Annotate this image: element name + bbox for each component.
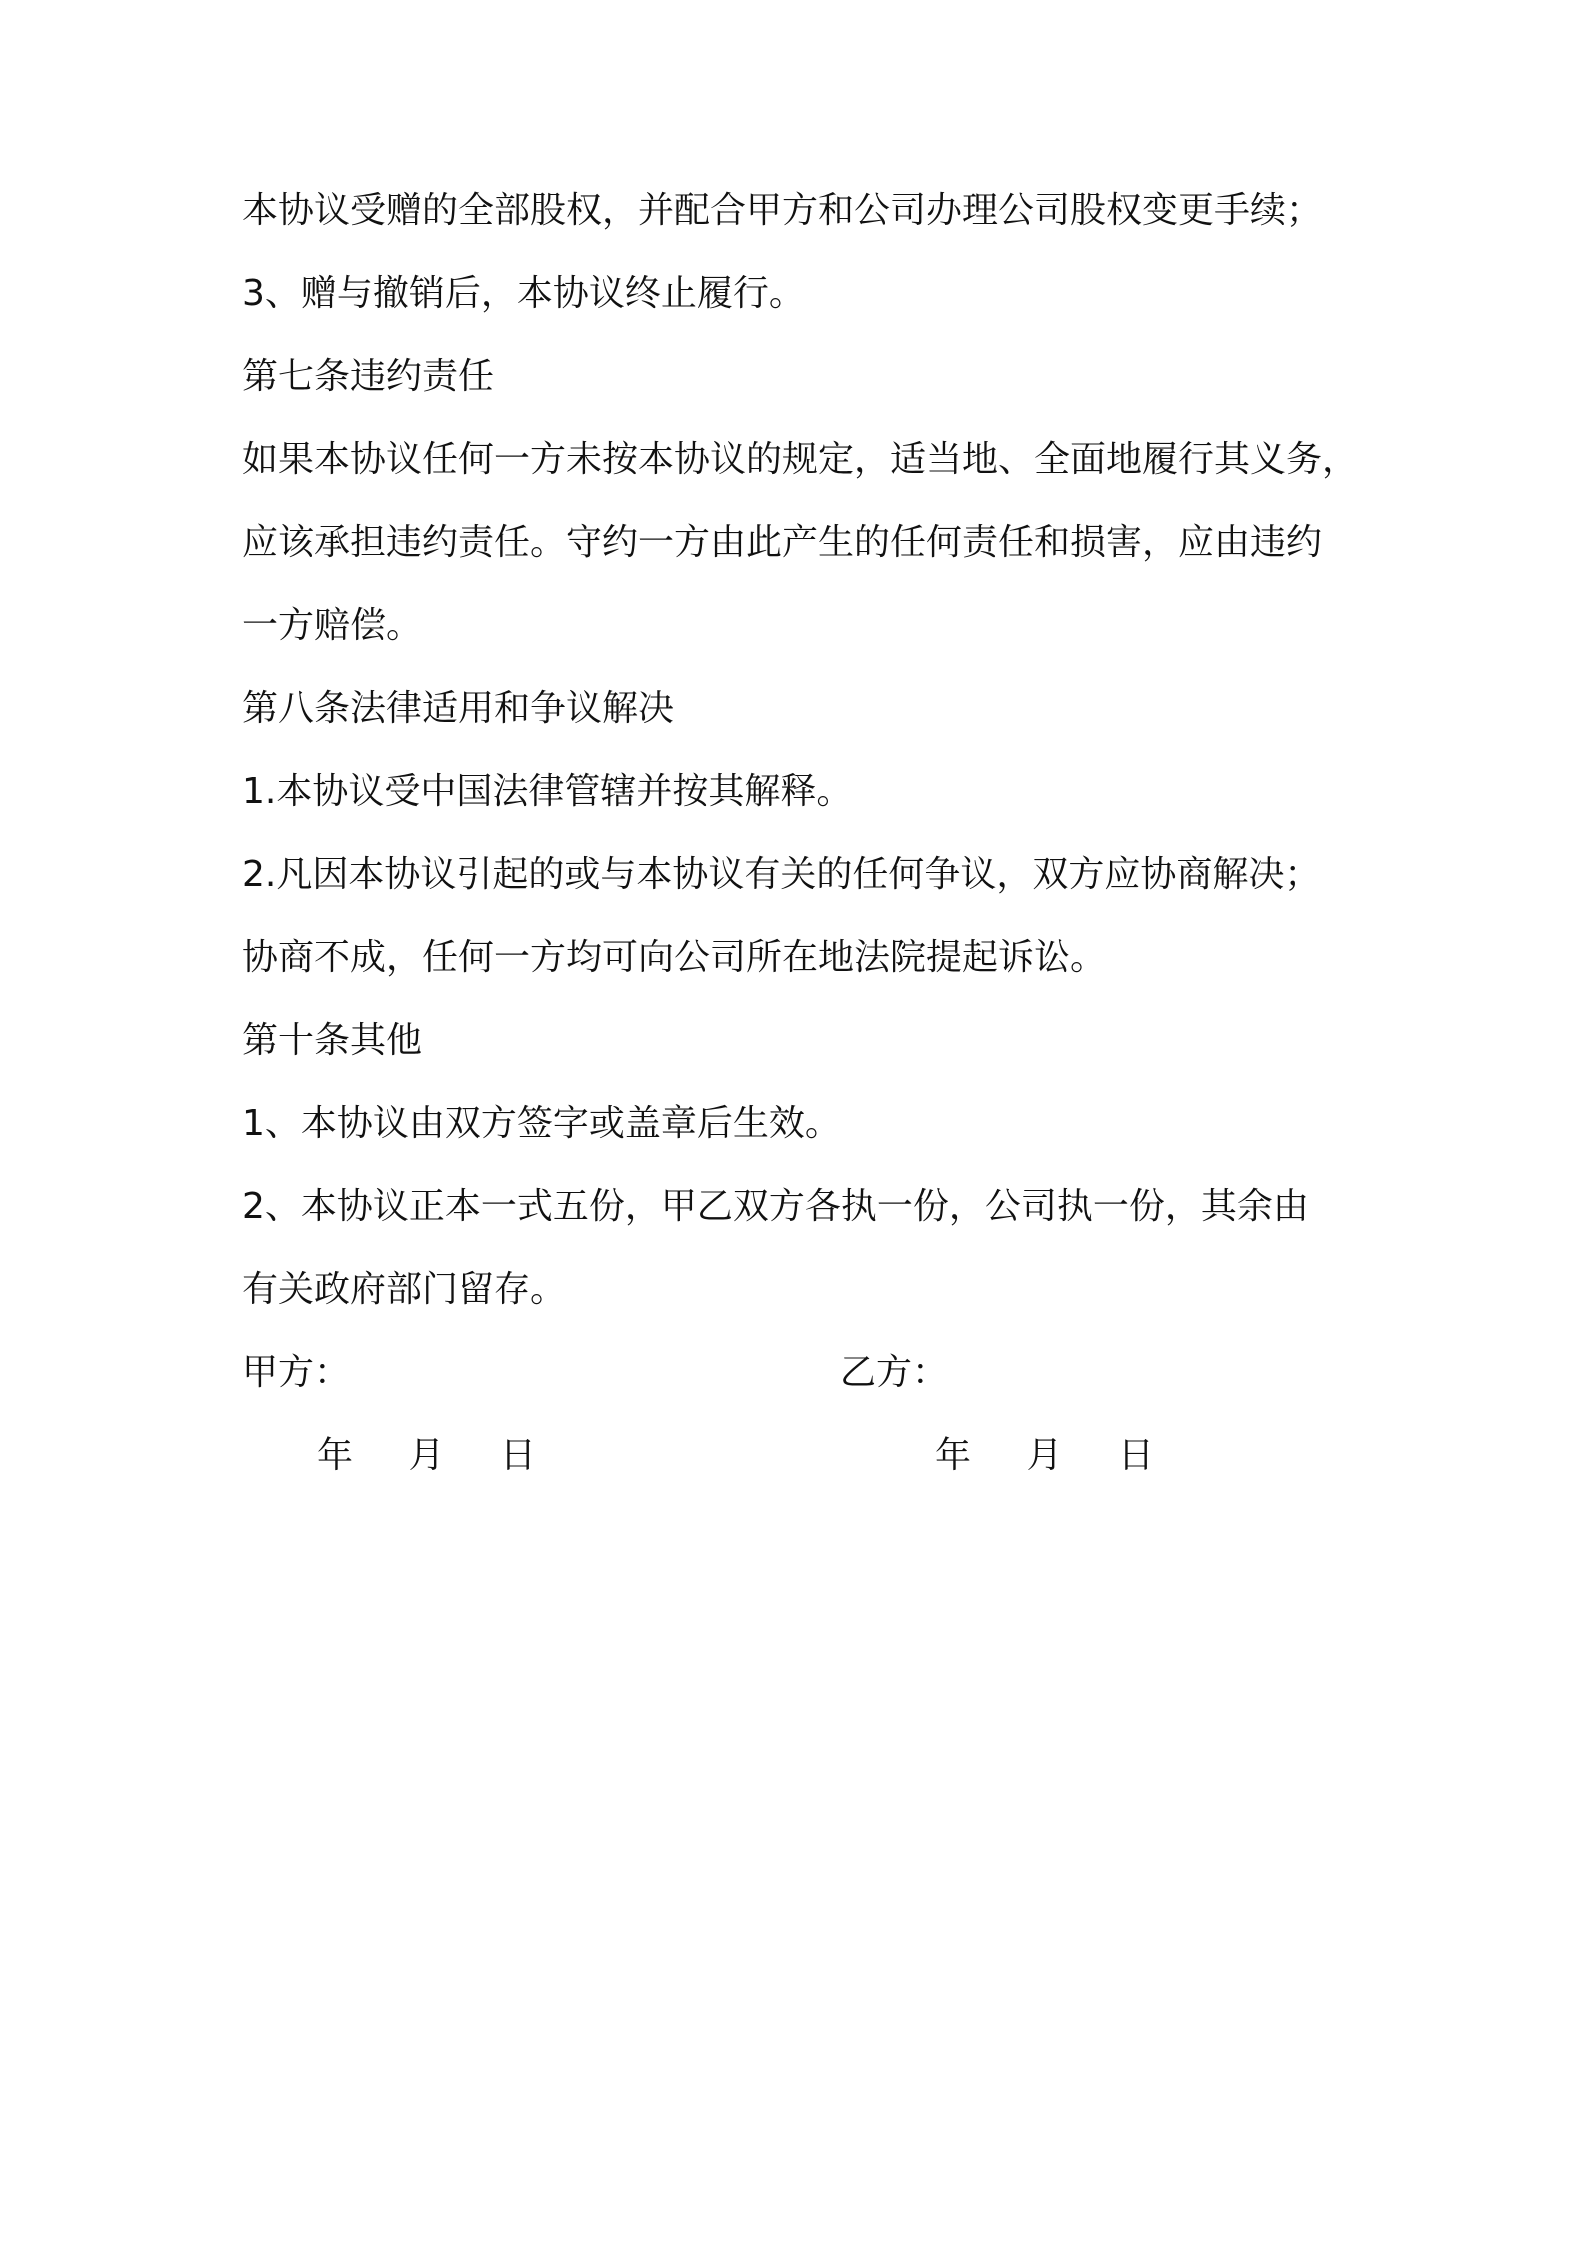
text-line: 本协议受赠的全部股权，并配合甲方和公司办理公司股权变更手续； bbox=[242, 190, 1323, 231]
date-day-label: 日 bbox=[1117, 1435, 1154, 1476]
text-line: 协商不成，任何一方均可向公司所在地法院提起诉讼。 bbox=[242, 937, 1107, 978]
text-line: 应该承担违约责任。守约一方由此产生的任何责任和损害，应由违约 bbox=[242, 522, 1323, 563]
party-b-date bbox=[935, 1435, 1154, 1476]
date-row bbox=[242, 1435, 1362, 1476]
text-line: 2.凡因本协议引起的或与本协议有关的任何争议，双方应协商解决； bbox=[242, 854, 1321, 895]
section-heading: 第七条违约责任 bbox=[242, 356, 495, 397]
date-year-label: 年 bbox=[317, 1435, 354, 1476]
text-line: 1、本协议由双方签字或盖章后生效。 bbox=[242, 1103, 841, 1144]
document-content bbox=[242, 190, 1362, 1518]
party-a-label: 甲方： bbox=[242, 1352, 351, 1393]
date-year-label: 年 bbox=[935, 1435, 972, 1476]
section-heading: 第十条其他 bbox=[242, 1020, 423, 1061]
text-line: 2、本协议正本一式五份，甲乙双方各执一份，公司执一份，其余由 bbox=[242, 1186, 1309, 1227]
text-line: 一方赔偿。 bbox=[242, 605, 423, 646]
text-line: 1.本协议受中国法律管辖并按其解释。 bbox=[242, 771, 853, 812]
signature-row bbox=[242, 1352, 1362, 1393]
date-month-label: 月 bbox=[408, 1435, 445, 1476]
party-a-date bbox=[317, 1435, 536, 1476]
text-line: 如果本协议任何一方未按本协议的规定，适当地、全面地履行其义务， bbox=[242, 439, 1359, 480]
section-heading: 第八条法律适用和争议解决 bbox=[242, 688, 675, 729]
date-month-label: 月 bbox=[1026, 1435, 1063, 1476]
party-b-label: 乙方： bbox=[840, 1352, 949, 1393]
date-day-label: 日 bbox=[499, 1435, 536, 1476]
text-line: 3、赠与撤销后，本协议终止履行。 bbox=[242, 273, 805, 314]
text-line: 有关政府部门留存。 bbox=[242, 1269, 567, 1310]
